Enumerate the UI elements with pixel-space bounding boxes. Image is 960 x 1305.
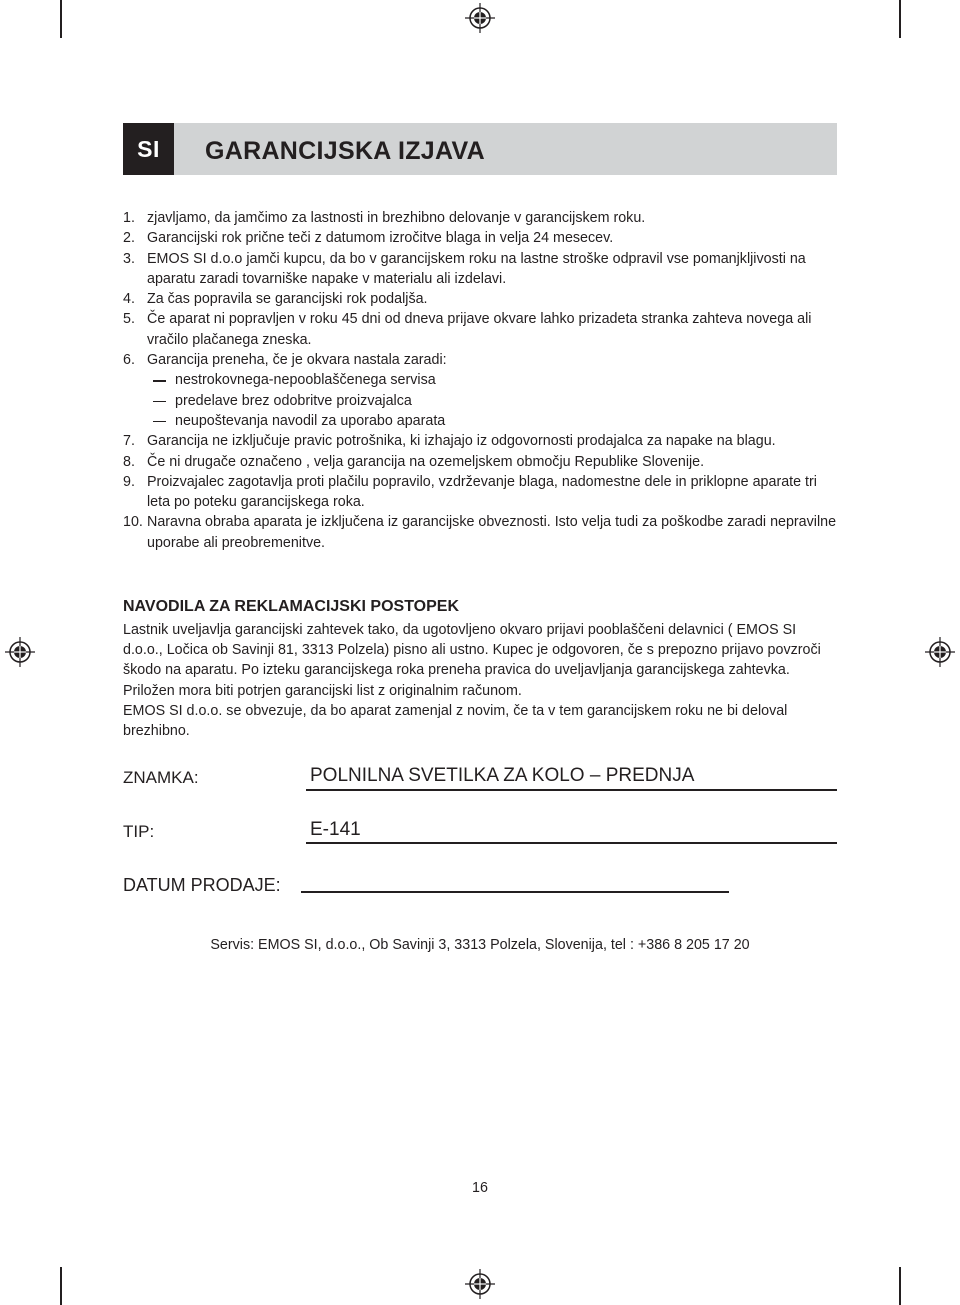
registration-mark-top-icon (465, 3, 495, 33)
list-item (123, 512, 843, 553)
item-number: 9. (123, 473, 135, 490)
list-item (123, 350, 843, 370)
dash-bullet (153, 380, 166, 381)
item-text: Garancija ne izključuje pravic potrošnika, ki izhajajo iz odgovornosti prodajalca za napake na blagu. (147, 433, 776, 450)
dash-bullet (153, 401, 166, 402)
service-info: Servis: EMOS SI, d.o.o., Ob Savinji 3, 3313 Polzela, Slovenija, tel : +386 8 205 17 20 (210, 937, 750, 953)
item-number: 6. (123, 352, 135, 369)
item-number: 3. (123, 250, 135, 267)
item-number: 4. (123, 291, 135, 308)
item-number: 8. (123, 453, 135, 470)
registration-mark-bottom-icon (465, 1269, 495, 1299)
item-number: 2. (123, 230, 135, 247)
list-item (123, 208, 843, 228)
item-number: 5. (123, 311, 135, 328)
crop-mark-bottom-right (899, 1267, 901, 1305)
list-item (123, 431, 843, 451)
item-text: EMOS SI d.o.o jamči kupcu, da bo v garancijskem roku na lastne stroške odpravil vse pomanjkljivosti na aparatu zaradi tovarniške napake v materialu ali izdelavi. (147, 250, 806, 287)
registration-mark-left-icon (5, 637, 35, 667)
list-item (123, 289, 843, 309)
sub-list-item (123, 411, 843, 431)
brand-underline (306, 789, 837, 791)
page-number: 16 (472, 1180, 488, 1196)
crop-mark-top-left (60, 0, 62, 38)
list-item (123, 249, 843, 290)
item-text: Za čas popravila se garancijski rok podaljša. (147, 291, 428, 308)
type-label: TIP: (123, 822, 155, 841)
item-text: Če ni drugače označeno , velja garancija na ozemeljskem območju Republike Slovenije. (147, 453, 705, 470)
sale-date-label: DATUM PRODAJE: (123, 875, 281, 895)
list-item (123, 472, 843, 513)
item-number: 10. (123, 514, 143, 531)
item-text: Garancija preneha, če je okvara nastala zaradi: (147, 352, 447, 369)
section-title: NAVODILA ZA REKLAMACIJSKI POSTOPEK (123, 598, 460, 615)
header-bar (123, 123, 837, 175)
page-title: GARANCIJSKA IZJAVA (205, 137, 485, 165)
sale-date-underline (301, 891, 729, 893)
item-text: zjavljamo, da jamčimo za lastnosti in brezhibno delovanje v garancijskem roku. (147, 210, 646, 226)
item-text: Proizvajalec zagotavlja proti plačilu popravilo, vzdrževanje blaga, nadomestne dele in priklopne aparate tri leta po poteku garancijskega roka. (147, 473, 817, 511)
item-text: Garancijski rok prične teči z datumom izročitve blaga in velja 24 mesecev. (147, 230, 614, 247)
list-item (123, 309, 843, 350)
crop-mark-top-right (899, 0, 901, 38)
registration-mark-right-icon (925, 637, 955, 667)
type-underline (306, 842, 837, 844)
brand-label: ZNAMKA: (123, 768, 199, 787)
item-text: Naravna obraba aparata je izključena iz garancijske obveznosti. Isto velja tudi za poškodbe zaradi nepravilne uporabe ali preobremenitve. (147, 514, 837, 551)
list-item (123, 228, 843, 248)
item-text: Če aparat ni popravljen v roku 45 dni od dneva prijave okvare lahko prizadeta stranka zahteva novega ali vračilo plačanega zneska. (147, 311, 812, 348)
complaint-paragraph-2: EMOS SI d.o.o. se obvezuje, da bo aparat zamenjal z novim, če ta v tem garancijskem roku ne bi deloval brezhibno. (123, 702, 788, 740)
complaint-paragraph-1: Lastnik uveljavlja garancijski zahtevek tako, da ugotovljeno okvaro prijavi pooblaščeni delavnici ( EMOS SI d.o.o., Ločica ob Savinji 81, 3313 Polzela) pisno ali ustno. Kupec je odgovoren, če s prepozno prijavo povzroči škodo na aparatu. Po izteku garancijskega roka preneha pravica do uveljavljanja garancijskega zahtevka. Priložen mora biti potrjen garancijski list z originalnim računom. (123, 622, 821, 699)
list-item (123, 452, 843, 472)
brand-value: POLNILNA SVETILKA ZA KOLO – PREDNJA (310, 765, 695, 786)
warranty-list (123, 208, 843, 553)
item-number: 1. (123, 210, 135, 226)
sub-list-item (123, 370, 843, 390)
type-value: E-141 (310, 819, 361, 840)
sub-item-text: nestrokovnega-nepooblaščenega servisa (175, 372, 436, 389)
sub-item-text: predelave brez odobritve proizvajalca (175, 392, 412, 409)
sub-item-text: neupoštevanja navodil za uporabo aparata (175, 412, 446, 429)
sub-list-item (123, 391, 843, 411)
crop-mark-bottom-left (60, 1267, 62, 1305)
language-code-badge: SI (123, 123, 174, 175)
item-number: 7. (123, 433, 135, 450)
dash-bullet (153, 421, 166, 422)
complaint-paragraphs (123, 620, 839, 741)
